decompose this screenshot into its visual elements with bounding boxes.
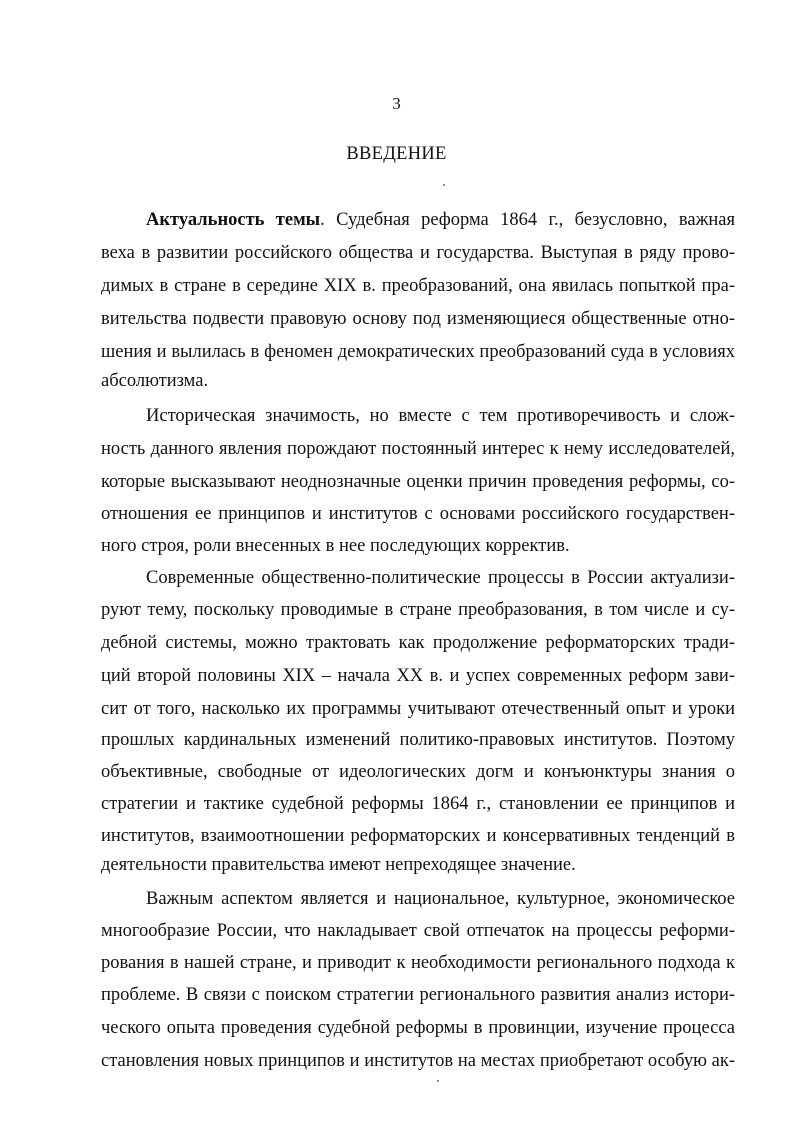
paragraph-3-line-4: ций второй половины XIX – начала XX в. и успех современных реформ зави- bbox=[101, 666, 735, 686]
paragraph-4-line-2: многообразие России, что накладывает свой отпечаток на процессы реформи- bbox=[101, 921, 735, 941]
paragraph-3-line-10: деятельности правительства имеют непреходящее значение. bbox=[101, 855, 576, 875]
paragraph-2-line-4: отношения ее принципов и институтов с основами российского государствен- bbox=[101, 504, 735, 524]
paragraph-3-line-2: руют тему, поскольку проводимые в стране преобразования, в том числе и су- bbox=[101, 600, 735, 620]
paragraph-1-line-3: димых в стране в середине XIX в. преобразований, она явилась попыткой пра- bbox=[101, 276, 735, 296]
paragraph-1-line-2: веха в развитии российского общества и государства. Выступая в ряду прово- bbox=[101, 243, 735, 263]
paragraph-4-line-4: проблеме. В связи с поиском стратегии регионального развития анализ истори- bbox=[101, 985, 735, 1005]
paragraph-1-line-1: Актуальность темы. Судебная реформа 1864 г., безусловно, важная bbox=[146, 210, 735, 230]
section-heading: ВВЕДЕНИЕ bbox=[346, 144, 447, 164]
paragraph-2-line-2: ность данного явления порождают постоянный интерес к нему исследователей, bbox=[101, 439, 735, 459]
paragraph-3-line-9: институтов, взаимоотношении реформаторских и консервативных тенденций в bbox=[101, 826, 735, 846]
paragraph-2-line-1: Историческая значимость, но вместе с тем противоречивость и слож- bbox=[146, 406, 735, 426]
paragraph-1-line-6: абсолютизма. bbox=[101, 371, 209, 391]
paragraph-2-line-3: которые высказывают неоднозначные оценки причин проведения реформы, со- bbox=[101, 472, 735, 492]
paragraph-1-line-5: шения и вылилась в феномен демократических преобразований суда в условиях bbox=[101, 342, 735, 362]
paragraph-3-line-7: объективные, свободные от идеологических догм и конъюнктуры знания о bbox=[101, 762, 735, 782]
paragraph-1-line-4: вительства подвести правовую основу под изменяющиеся общественные отно- bbox=[101, 309, 735, 329]
paragraph-4-line-5: ческого опыта проведения судебной реформы в провинции, изучение процесса bbox=[101, 1018, 735, 1038]
page-number: 3 bbox=[392, 94, 401, 113]
scan-speck bbox=[437, 1080, 439, 1082]
paragraph-4-line-3: рования в нашей стране, и приводит к необходимости регионального подхода к bbox=[101, 953, 735, 973]
paragraph-3-line-3: дебной системы, можно трактовать как продолжение реформаторских тради- bbox=[101, 633, 735, 653]
bold-lead-term: Актуальность темы bbox=[146, 210, 321, 230]
paragraph-2-line-5: ного строя, роли внесенных в нее последующих корректив. bbox=[101, 536, 570, 556]
paragraph-3-line-1: Современные общественно-политические процессы в России актуализи- bbox=[146, 568, 735, 588]
paragraph-4-line-6: становления новых принципов и институтов на местах приобретают особую ак- bbox=[101, 1051, 735, 1071]
scan-speck bbox=[443, 184, 445, 186]
paragraph-3-line-6: прошлых кардинальных изменений политико-правовых институтов. Поэтому bbox=[101, 730, 735, 750]
paragraph-3-line-8: стратегии и тактике судебной реформы 1864 г., становлении ее принципов и bbox=[101, 794, 735, 814]
paragraph-4-line-1: Важным аспектом является и национальное, культурное, экономическое bbox=[146, 889, 735, 909]
paragraph-3-line-5: сит от того, насколько их программы учитывают отечественный опыт и уроки bbox=[101, 699, 735, 719]
